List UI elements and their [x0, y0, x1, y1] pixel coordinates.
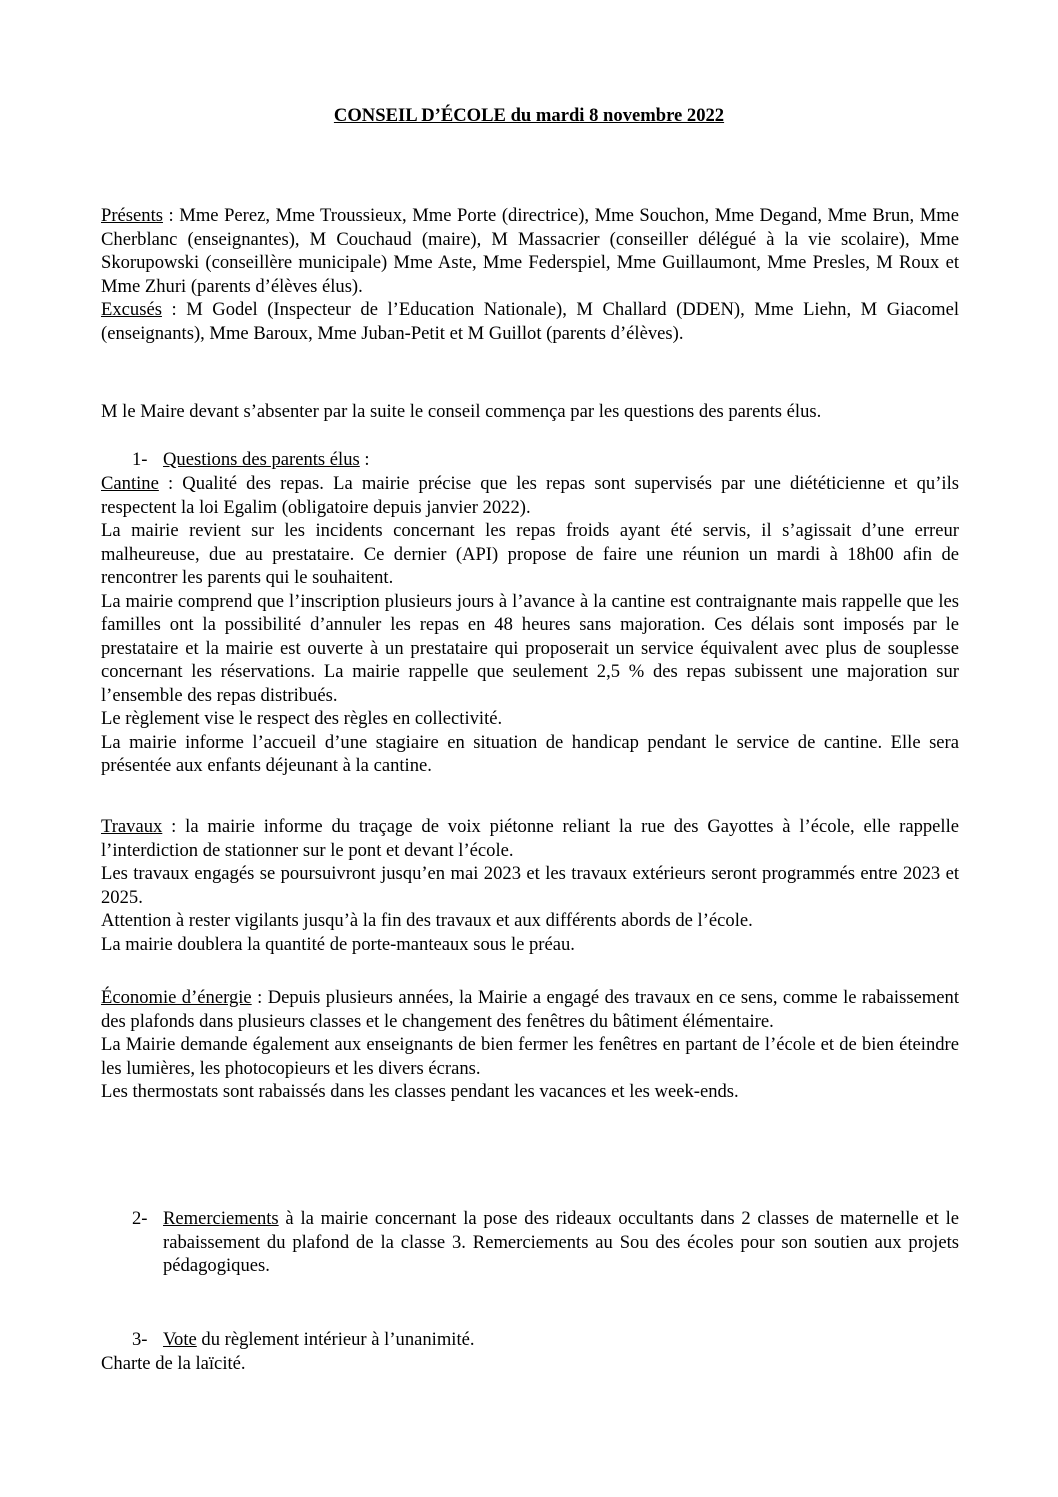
cantine-line-0 — [101, 472, 959, 519]
cantine-line-3: Le règlement vise le respect des règles en collectivité. — [101, 708, 503, 729]
section-2-body — [163, 1207, 959, 1278]
travaux-label: Travaux — [101, 816, 163, 837]
cantine-section — [101, 472, 959, 778]
section-1-heading-text: Questions des parents élus — [163, 449, 360, 470]
intro-text: M le Maire devant s’absenter par la suite le conseil commença par les questions des parents élus. — [101, 401, 822, 422]
presents-label: Présents — [101, 205, 163, 226]
section-3-number: 3- — [132, 1329, 148, 1350]
section-2-number: 2- — [132, 1208, 148, 1229]
cantine-line-2: La mairie comprend que l’inscription plusieurs jours à l’avance à la cantine est contraignante mais rappelle que les familles ont la possibilité d’annuler les repas en 48 heures sans majoration. Ces délais sont imposés par le prestataire et la mairie est ouverte à un prestataire qui proposerait un service équivalent avec plus de souplesse concernant les réservations. La mairie rappelle que seulement 2,5 % des repas subissent une majoration sur l’ensemble des repas distribués. — [101, 590, 959, 706]
travaux-text-0: la mairie informe du traçage de voix piétonne reliant la rue des Gayottes à l’école, elle rappelle l’interdiction de stationner sur le pont et devant l’école. — [101, 816, 960, 861]
energie-line-2: Les thermostats sont rabaissés dans les classes pendant les vacances et les week-ends. — [101, 1081, 739, 1102]
travaux-line-1: Les travaux engagés se poursuivront jusqu’en mai 2023 et les travaux extérieurs seront programmés entre 2023 et 2025. — [101, 863, 959, 908]
section-2-label: Remerciements — [163, 1208, 279, 1229]
excuses-label: Excusés — [101, 299, 162, 320]
section-2 — [132, 1207, 959, 1287]
energie-section — [101, 986, 959, 1104]
energie-sep: : — [251, 987, 268, 1008]
section-2-text: à la mairie concernant la pose des rideaux occultants dans 2 classes de maternelle et le rabaissement du plafond de la classe 3. Remerciements au Sou des écoles pour son soutien aux projets pédagogiques. — [163, 1208, 959, 1276]
section-3-text: du règlement intérieur à l’unanimité. — [196, 1329, 475, 1350]
energie-line-0 — [101, 986, 959, 1033]
travaux-line-0 — [101, 815, 959, 862]
energie-label: Économie d’énergie — [101, 987, 252, 1008]
excuses-paragraph — [101, 298, 959, 345]
travaux-line-3: La mairie doublera la quantité de porte-manteaux sous le préau. — [101, 933, 575, 955]
intro-paragraph — [101, 400, 959, 424]
cantine-sep: : — [158, 473, 183, 494]
cantine-label: Cantine — [101, 473, 159, 494]
cantine-text-0: Qualité des repas. La mairie précise que les repas sont supervisés par une diététicienne et qu’ils respectent la loi Egalim (obligatoire depuis janvier 2022). — [101, 473, 959, 518]
page-title: CONSEIL D’ÉCOLE du mardi 8 novembre 2022 — [333, 105, 725, 126]
section-3 — [132, 1328, 959, 1352]
presents-paragraph — [101, 204, 959, 298]
energie-line-1: La Mairie demande également aux enseignants de bien fermer les fenêtres en partant de l’école et de bien éteindre les lumières, les photocopieurs et les divers écrans. — [101, 1034, 959, 1079]
travaux-section — [101, 815, 959, 956]
charte-text: Charte de la laïcité. — [101, 1353, 246, 1374]
attendance-section — [101, 204, 959, 345]
cantine-line-1: La mairie revient sur les incidents concernant les repas froids ayant été servis, il s’agissait d’une erreur malheureuse, due au prestataire. Ce dernier (API) propose de faire une réunion un mardi à 18h00 afin de rencontrer les parents qui le souhaitent. — [101, 520, 959, 588]
travaux-sep: : — [162, 816, 186, 837]
cantine-line-4: La mairie informe l’accueil d’une stagiaire en situation de handicap pendant le service de cantine. Elle sera présentée aux enfants déjeunant à la cantine. — [101, 731, 959, 776]
section-1-heading — [132, 448, 959, 472]
presents-text: Mme Perez, Mme Troussieux, Mme Porte (directrice), Mme Souchon, Mme Degand, Mme Brun, Mme Cherblanc (enseignantes), M Couchaud (maire), M Massacrier (conseiller délégué à la vie scolaire), Mme Skorupowski (conseillère municipale) Mme Aste, Mme Federspiel, Mme Guillaumont, Mme Presles, M Roux et Mme Zhuri (parents d’élèves élus). — [101, 205, 960, 297]
section-1-number: 1- — [132, 449, 148, 470]
travaux-line-2: Attention à rester vigilants jusqu’à la fin des travaux et aux différents abords de l’école. — [101, 910, 753, 931]
presents-sep: : — [162, 205, 180, 226]
excuses-sep: : — [161, 299, 187, 320]
section-3-label: Vote — [163, 1329, 197, 1350]
excuses-text: M Godel (Inspecteur de l’Education Nationale), M Challard (DDEN), Mme Liehn, M Giacomel (enseignants), Mme Baroux, Mme Juban-Petit et M Guillot (parents d’élèves). — [101, 299, 959, 344]
section-1-title — [163, 448, 370, 472]
section-3-body — [163, 1328, 959, 1352]
charte-line — [101, 1352, 959, 1376]
energie-text-0: Depuis plusieurs années, la Mairie a engagé des travaux en ce sens, comme le rabaissement des plafonds dans plusieurs classes et le changement des fenêtres du bâtiment élémentaire. — [101, 987, 959, 1032]
section-1-heading-suffix: : — [359, 449, 370, 470]
